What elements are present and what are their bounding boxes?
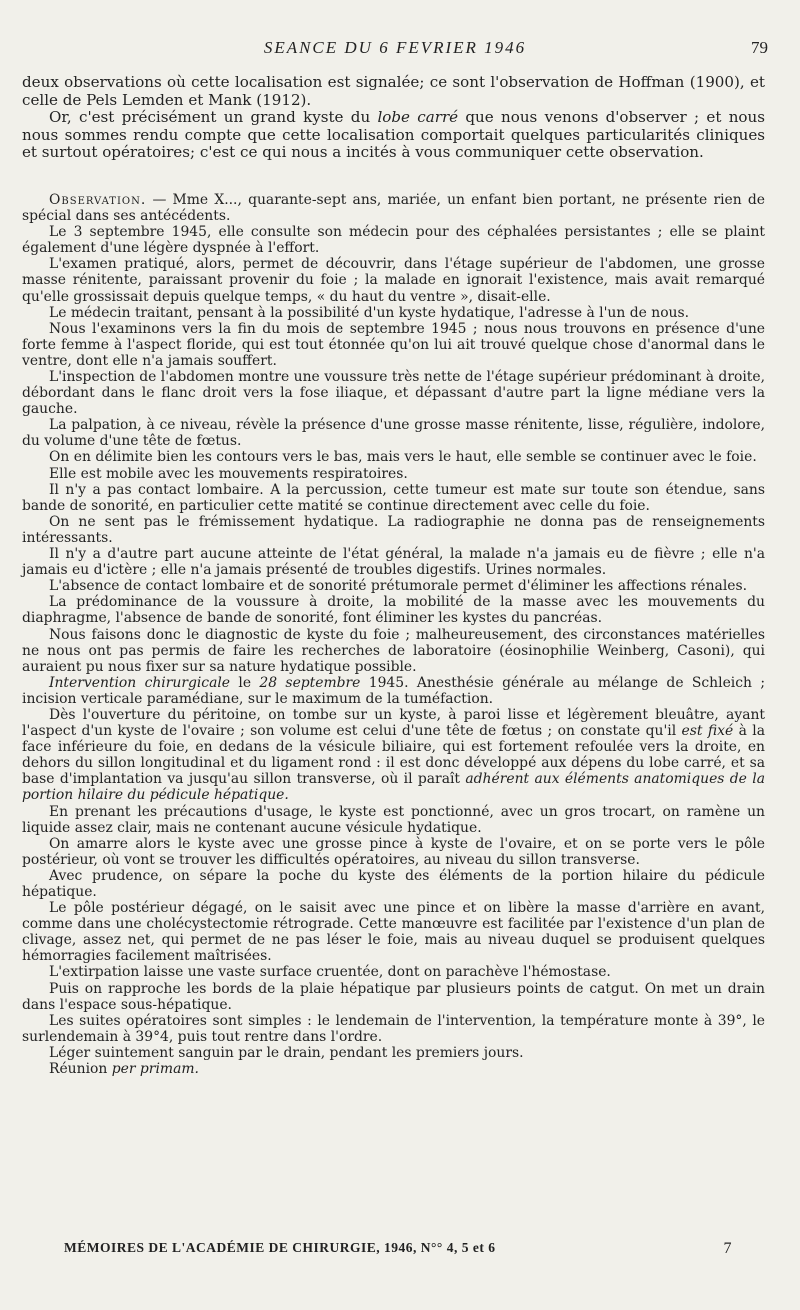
text-run: à la face inférieure du foie, en dedans de la vésicule biliaire, qui est fortement refoulée vers la droite, en dehors du sillon longitudinal et du ligament rond : il est donc développé aux dépens du lobe carré, et sa base d'implantation va jusqu'au sillon transverse, où il paraît xyxy=(22,723,765,788)
running-header xyxy=(22,38,768,60)
emphasis: est fixé xyxy=(681,723,734,740)
observation-paragraph: Léger suintement sanguin par le drain, pendant les premiers jours. xyxy=(49,1044,524,1061)
text-run: Réunion xyxy=(49,1061,112,1078)
operation-paragraph xyxy=(22,707,765,804)
text-run: le xyxy=(230,674,260,691)
text-run: — Mme X..., quarante-sept ans, mariée, un enfant bien portant, ne présente rien de spécial dans ses antécédents. xyxy=(22,191,765,225)
observation-paragraph: Le médecin traitant, pensant à la possibilité d'un kyste hydatique, l'adresse à l'un de nous. xyxy=(49,304,690,321)
emphasis: adhérent aux éléments anatomiques de la portion hilaire du pédicule hépatique. xyxy=(22,771,765,804)
intro-paragraph: deux observations où cette localisation est signalée; ce sont l'observation de Hoffman (1900), et celle de Pels Lemden et Mank (1912). xyxy=(22,73,765,109)
emphasis: Intervention chirurgicale xyxy=(49,674,231,691)
journal-footer xyxy=(64,1240,732,1257)
observation-paragraph: L'inspection de l'abdomen montre une voussure très nette de l'étage supérieur prédominant à droite, débordant dans le flanc droit vers la fose iliaque, et dépassant d'autre part la ligne médiane vers la gauche. xyxy=(22,369,765,418)
emphasis: 28 septembre xyxy=(259,674,361,691)
observation-paragraph: Nous faisons donc le diagnostic de kyste du foie ; malheureusement, des circonstances matérielles ne nous ont pas permis de faire les recherches de laboratoire (éosinophilie Weinberg, Casoni), qui auraient pu nous fixer sur sa nature hydatique possible. xyxy=(22,626,765,675)
signature-mark: 7 xyxy=(723,1240,732,1257)
observation-paragraph: Il n'y a d'autre part aucune atteinte de l'état général, la malade n'a jamais eu de fièvre ; elle n'a jamais eu d'ictère ; elle n'a jamais présenté de troubles digestifs. Urines normales. xyxy=(22,546,765,579)
text-run: 1945. Anesthésie générale au mélange de Schleich ; incision verticale paramédiane, sur le maximum de la tuméfaction. xyxy=(22,674,765,707)
observation-opening xyxy=(22,192,765,224)
observation-paragraph: On en délimite bien les contours vers le bas, mais vers le haut, elle semble se continuer avec le foie. xyxy=(49,449,757,466)
observation-paragraph: Puis on rapproche les bords de la plaie hépatique par plusieurs points de catgut. On met un drain dans l'espace sous-hépatique. xyxy=(22,980,765,1013)
observation-paragraph: Nous l'examinons vers la fin du mois de septembre 1945 ; nous nous trouvons en présence d'une forte femme à l'aspect floride, qui est tout étonnée qu'on lui ait trouvé quelque chose d'anormal dans le ventre, dont elle n'a jamais souffert. xyxy=(22,320,765,369)
observation-paragraph: Avec prudence, on sépare la poche du kyste des éléments de la portion hilaire du pédicule hépatique. xyxy=(22,867,765,900)
observation-paragraph: Il n'y a pas contact lombaire. A la percussion, cette tumeur est mate sur toute son étendue, sans bande de sonorité, en particulier cette matité se continue directement avec celle du foie. xyxy=(22,481,765,514)
observation-paragraph: L'absence de contact lombaire et de sonorité prétumorale permet d'éliminer les affections rénales. xyxy=(49,578,748,595)
observation-label: Observation. xyxy=(49,191,147,208)
page-number: 79 xyxy=(751,38,768,57)
observation-paragraph: En prenant les précautions d'usage, le kyste est ponctionné, avec un gros trocart, on ramène un liquide assez clair, mais ne contenant aucune vésicule hydatique. xyxy=(22,803,765,836)
intervention-paragraph xyxy=(22,675,765,707)
intro-paragraph-2 xyxy=(22,109,765,162)
observation-section xyxy=(22,192,765,1077)
header-title: SEANCE DU 6 FEVRIER 1946 xyxy=(263,38,527,57)
observation-paragraph: On ne sent pas le frémissement hydatique. La radiographie ne donna pas de renseignements intéressants. xyxy=(22,513,765,546)
emphasis: lobe carré xyxy=(377,108,459,127)
observation-paragraph: Le 3 septembre 1945, elle consulte son médecin pour des céphalées persistantes ; elle se plaint également d'une légère dyspnée à l'effort. xyxy=(22,224,765,257)
text-run: Dès l'ouverture du péritoine, on tombe sur un kyste, à paroi lisse et légèrement bleuâtre, ayant l'aspect d'un kyste de l'ovaire ; son volume est celui d'une tête de fœtus ; on constate qu'il xyxy=(22,706,765,740)
article-body xyxy=(22,74,765,1077)
observation-paragraph: L'examen pratiqué, alors, permet de découvrir, dans l'étage supérieur de l'abdomen, une grosse masse rénitente, paraissant provenir du foie ; la malade en ignorait l'existence, mais avait remarqué qu'elle grossissait depuis quelque temps, « du haut du ventre », disait-elle. xyxy=(22,256,765,305)
emphasis: per primam. xyxy=(111,1061,199,1078)
observation-paragraph: L'extirpation laisse une vaste surface cruentée, dont on parachève l'hémostase. xyxy=(49,964,611,981)
observation-paragraph: Le pôle postérieur dégagé, on le saisit avec une pince et on libère la masse d'arrière en avant, comme dans une cholécystectomie rétrograde. Cette manœuvre est facilitée par l'existence d'un plan de clivage, assez net, qui permet de ne pas léser le foie, mais au niveau duquel se produisent quelques hémorragies facilement maîtrisées. xyxy=(22,900,765,965)
observation-paragraph: La palpation, à ce niveau, révèle la présence d'une grosse masse rénitente, lisse, régulière, indolore, du volume d'une tête de fœtus. xyxy=(22,417,765,450)
spacer xyxy=(22,162,765,192)
text-run: Or, c'est précisément un grand kyste du xyxy=(49,108,378,127)
text-run: que nous venons d'observer ; et nous nous sommes rendu compte que cette localisation comportait quelques particularités cliniques et surtout opératoires; c'est ce qui nous a incités à vous communiquer cette observation. xyxy=(22,108,765,162)
observation-paragraph: La prédominance de la voussure à droite, la mobilité de la masse avec les mouvements du diaphragme, l'absence de bande de sonorité, font éliminer les kystes du pancréas. xyxy=(22,594,765,627)
journal-reference: MÉMOIRES DE L'ACADÉMIE DE CHIRURGIE, 1946, N°° 4, 5 et 6 xyxy=(64,1240,496,1255)
observation-paragraph: Elle est mobile avec les mouvements respiratoires. xyxy=(49,465,408,482)
closing-paragraph xyxy=(22,1061,765,1077)
observation-paragraph: On amarre alors le kyste avec une grosse pince à kyste de l'ovaire, et on se porte vers le pôle postérieur, où vont se trouver les difficultés opératoires, au niveau du sillon transverse. xyxy=(22,835,765,868)
observation-paragraph: Les suites opératoires sont simples : le lendemain de l'intervention, la température monte à 39°, le surlendemain à 39°4, puis tout rentre dans l'ordre. xyxy=(22,1012,765,1045)
